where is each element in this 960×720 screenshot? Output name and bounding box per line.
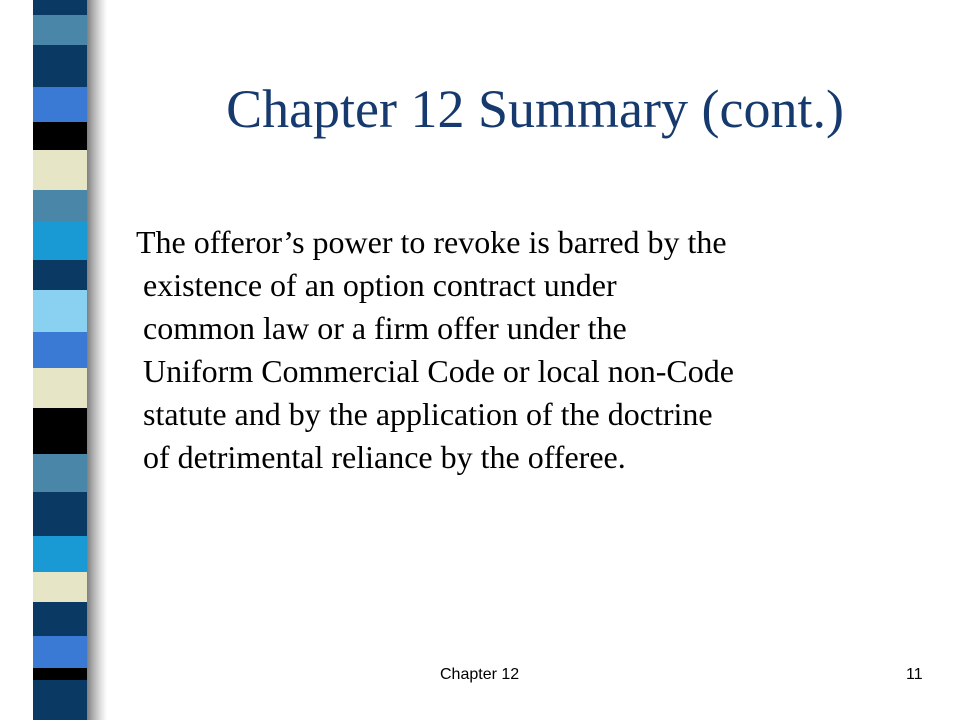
page-number: 11 bbox=[906, 666, 923, 683]
stripe-segment bbox=[33, 87, 87, 122]
stripe-segment bbox=[33, 408, 87, 454]
stripe-segment bbox=[33, 332, 87, 368]
stripe-segment bbox=[33, 636, 87, 668]
stripe-segment bbox=[33, 572, 87, 602]
stripe-segment bbox=[33, 260, 87, 290]
decorative-stripe-bar bbox=[33, 0, 87, 720]
stripe-segment bbox=[33, 0, 87, 15]
stripe-segment bbox=[33, 222, 87, 260]
stripe-segment bbox=[33, 190, 87, 222]
stripe-segment bbox=[33, 368, 87, 408]
stripe-segment bbox=[33, 15, 87, 45]
slide-title: Chapter 12 Summary (cont.) bbox=[226, 79, 844, 139]
stripe-segment bbox=[33, 454, 87, 492]
stripe-shadow bbox=[87, 0, 107, 720]
stripe-segment bbox=[33, 680, 87, 720]
stripe-segment bbox=[33, 150, 87, 190]
footer-chapter-label: Chapter 12 bbox=[440, 666, 520, 683]
slide-body-text: The offeror’s power to revoke is barred by the existence of an option contract under common law or a firm offer under the Uniform Commercial Code or local non-Code statute and by the application of the doctrine of detrimental reliance by the offeree. bbox=[136, 224, 734, 475]
stripe-segment bbox=[33, 492, 87, 536]
stripe-segment bbox=[33, 45, 87, 87]
stripe-segment bbox=[33, 122, 87, 150]
stripe-segment bbox=[33, 290, 87, 332]
stripe-segment bbox=[33, 602, 87, 636]
stripe-segment bbox=[33, 536, 87, 572]
stripe-segment bbox=[33, 668, 87, 680]
